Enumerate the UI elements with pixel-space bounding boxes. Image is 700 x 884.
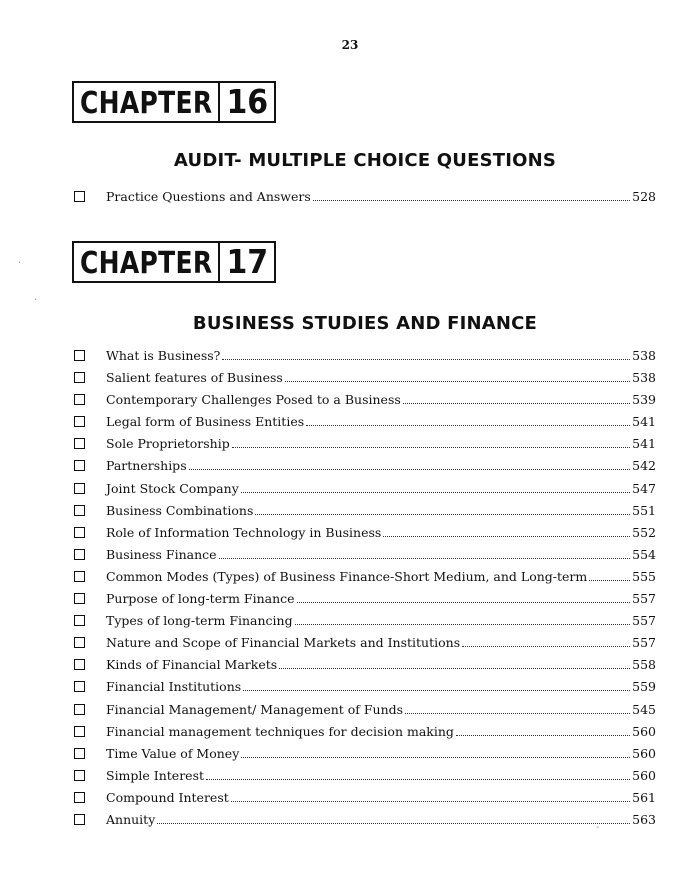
toc-entry-page: 552 (632, 524, 656, 540)
checkbox-icon (74, 505, 85, 516)
toc-entry[interactable] (74, 569, 656, 591)
dot-leader (313, 200, 630, 201)
toc-entry-label: Legal form of Business Entities (106, 414, 305, 430)
dot-leader (241, 757, 630, 758)
toc-entry-page: 545 (632, 701, 656, 717)
dot-leader (189, 469, 631, 470)
chapter-16-heading (72, 81, 276, 123)
toc-entry-page: 557 (632, 591, 656, 607)
toc-entry-page: 555 (632, 568, 656, 584)
dot-leader (405, 713, 630, 714)
toc-entry[interactable] (74, 503, 656, 525)
toc-entry-page: 551 (632, 502, 656, 518)
dot-leader (222, 359, 630, 360)
dot-leader (462, 646, 630, 647)
toc-entry-page: 557 (632, 613, 656, 629)
toc-entry-label: Financial Institutions (106, 679, 242, 695)
checkbox-icon (74, 814, 85, 825)
checkbox-icon (74, 372, 85, 383)
toc-entry-label: Role of Information Technology in Business (106, 524, 382, 540)
toc-entry[interactable] (74, 414, 656, 436)
checkbox-icon (74, 748, 85, 759)
chapter-17-toc (74, 348, 656, 834)
dot-leader (589, 580, 630, 581)
toc-entry-label: Financial management techniques for decision making (106, 723, 454, 739)
chapter-17-heading (72, 241, 276, 283)
toc-entry-label: Business Combinations (106, 502, 254, 518)
toc-entry-page: 561 (632, 789, 656, 805)
toc-entry[interactable] (74, 547, 656, 569)
toc-entry-label: What is Business? (106, 348, 221, 363)
toc-entry-page: 538 (632, 348, 656, 363)
scan-speck: · (18, 258, 22, 269)
toc-entry-label: Kinds of Financial Markets (106, 657, 278, 673)
checkbox-icon (74, 483, 85, 494)
dot-leader (219, 558, 631, 559)
checkbox-icon (74, 770, 85, 781)
toc-entry[interactable] (74, 790, 656, 812)
section-title-text: AUDIT- MULTIPLE CHOICE QUESTIONS (173, 150, 557, 171)
checkbox-icon (74, 350, 85, 361)
checkbox-icon (74, 549, 85, 560)
toc-entry-page: 557 (632, 635, 656, 651)
checkbox-icon (74, 637, 85, 648)
checkbox-icon (74, 394, 85, 405)
checkbox-icon (74, 704, 85, 715)
toc-entry-page: 563 (632, 811, 656, 827)
dot-leader (232, 447, 630, 448)
checkbox-icon (74, 416, 85, 427)
toc-entry[interactable] (74, 458, 656, 480)
toc-entry[interactable] (74, 812, 656, 834)
toc-entry-label: Practice Questions and Answers (106, 189, 311, 204)
toc-entry[interactable] (74, 370, 656, 392)
dot-leader (279, 668, 630, 669)
dot-leader (403, 403, 630, 404)
scan-speck: - (596, 822, 600, 833)
dot-leader (306, 425, 630, 426)
checkbox-icon (74, 527, 85, 538)
checkbox-icon (74, 615, 85, 626)
toc-entry-label: Joint Stock Company (106, 480, 239, 496)
dot-leader (231, 801, 630, 802)
chapter-label: CHAPTER (80, 244, 213, 280)
toc-entry[interactable] (74, 189, 656, 211)
toc-entry[interactable] (74, 635, 656, 657)
chapter-label: CHAPTER (80, 84, 213, 120)
dot-leader (295, 624, 631, 625)
toc-entry[interactable] (74, 724, 656, 746)
toc-entry-label: Nature and Scope of Financial Markets and Institutions (106, 635, 461, 651)
toc-entry-label: Time Value of Money (106, 745, 240, 761)
toc-entry-label: Common Modes (Types) of Business Finance-Short Medium, and Long-term (106, 568, 588, 584)
toc-entry[interactable] (74, 702, 656, 724)
dot-leader (297, 602, 631, 603)
toc-entry-page: 542 (632, 458, 656, 474)
toc-entry-page: 558 (632, 657, 656, 673)
checkbox-icon (74, 571, 85, 582)
toc-entry-label: Types of long-term Financing (106, 613, 293, 629)
toc-entry-page: 560 (632, 745, 656, 761)
toc-entry-page: 559 (632, 679, 656, 695)
dot-leader (157, 823, 630, 824)
toc-entry[interactable] (74, 746, 656, 768)
toc-entry-label: Financial Management/ Management of Funds (106, 701, 404, 717)
toc-entry[interactable] (74, 348, 656, 370)
checkbox-icon (74, 593, 85, 604)
toc-entry-label: Business Finance (106, 546, 217, 562)
dot-leader (241, 492, 630, 493)
toc-entry-page: 541 (632, 414, 656, 430)
toc-entry[interactable] (74, 613, 656, 635)
toc-entry-label: Compound Interest (106, 789, 229, 805)
toc-entry-page: 547 (632, 480, 656, 496)
toc-entry-label: Purpose of long-term Finance (106, 591, 295, 607)
toc-entry-label: Simple Interest (106, 767, 205, 783)
toc-entry-page: 560 (632, 767, 656, 783)
toc-entry-label: Salient features of Business (106, 370, 283, 386)
toc-entry-label: Contemporary Challenges Posed to a Business (106, 392, 401, 408)
dot-leader (255, 514, 630, 515)
toc-entry[interactable] (74, 481, 656, 503)
chapter-16-toc (74, 189, 656, 211)
toc-entry-page: 538 (632, 370, 656, 386)
dot-leader (243, 690, 630, 691)
toc-entry-page: 528 (632, 189, 656, 204)
checkbox-icon (74, 191, 85, 202)
toc-entry[interactable] (74, 657, 656, 679)
toc-entry[interactable] (74, 436, 656, 458)
toc-entry[interactable] (74, 525, 656, 547)
toc-entry[interactable] (74, 768, 656, 790)
scan-speck: · (34, 295, 38, 306)
dot-leader (285, 381, 630, 382)
dot-leader (383, 536, 630, 537)
toc-entry-label: Partnerships (106, 458, 187, 474)
checkbox-icon (74, 460, 85, 471)
chapter-17-title (0, 313, 700, 334)
checkbox-icon (74, 726, 85, 737)
page-number: 23 (341, 38, 359, 52)
dot-leader (456, 735, 630, 736)
toc-entry-page: 541 (632, 436, 656, 452)
toc-entry-page: 539 (632, 392, 656, 408)
checkbox-icon (74, 659, 85, 670)
checkbox-icon (74, 438, 85, 449)
toc-entry-page: 554 (632, 546, 656, 562)
toc-entry-page: 560 (632, 723, 656, 739)
chapter-16-title (0, 150, 700, 171)
section-title-text: BUSINESS STUDIES AND FINANCE (192, 313, 538, 334)
toc-entry[interactable] (74, 392, 656, 414)
checkbox-icon (74, 792, 85, 803)
chapter-number: 17 (218, 241, 274, 283)
toc-entry[interactable] (74, 679, 656, 701)
checkbox-icon (74, 681, 85, 692)
dot-leader (206, 779, 630, 780)
toc-entry-label: Annuity (106, 811, 156, 827)
chapter-number: 16 (218, 81, 274, 123)
toc-entry-label: Sole Proprietorship (106, 436, 230, 452)
toc-entry[interactable] (74, 591, 656, 613)
